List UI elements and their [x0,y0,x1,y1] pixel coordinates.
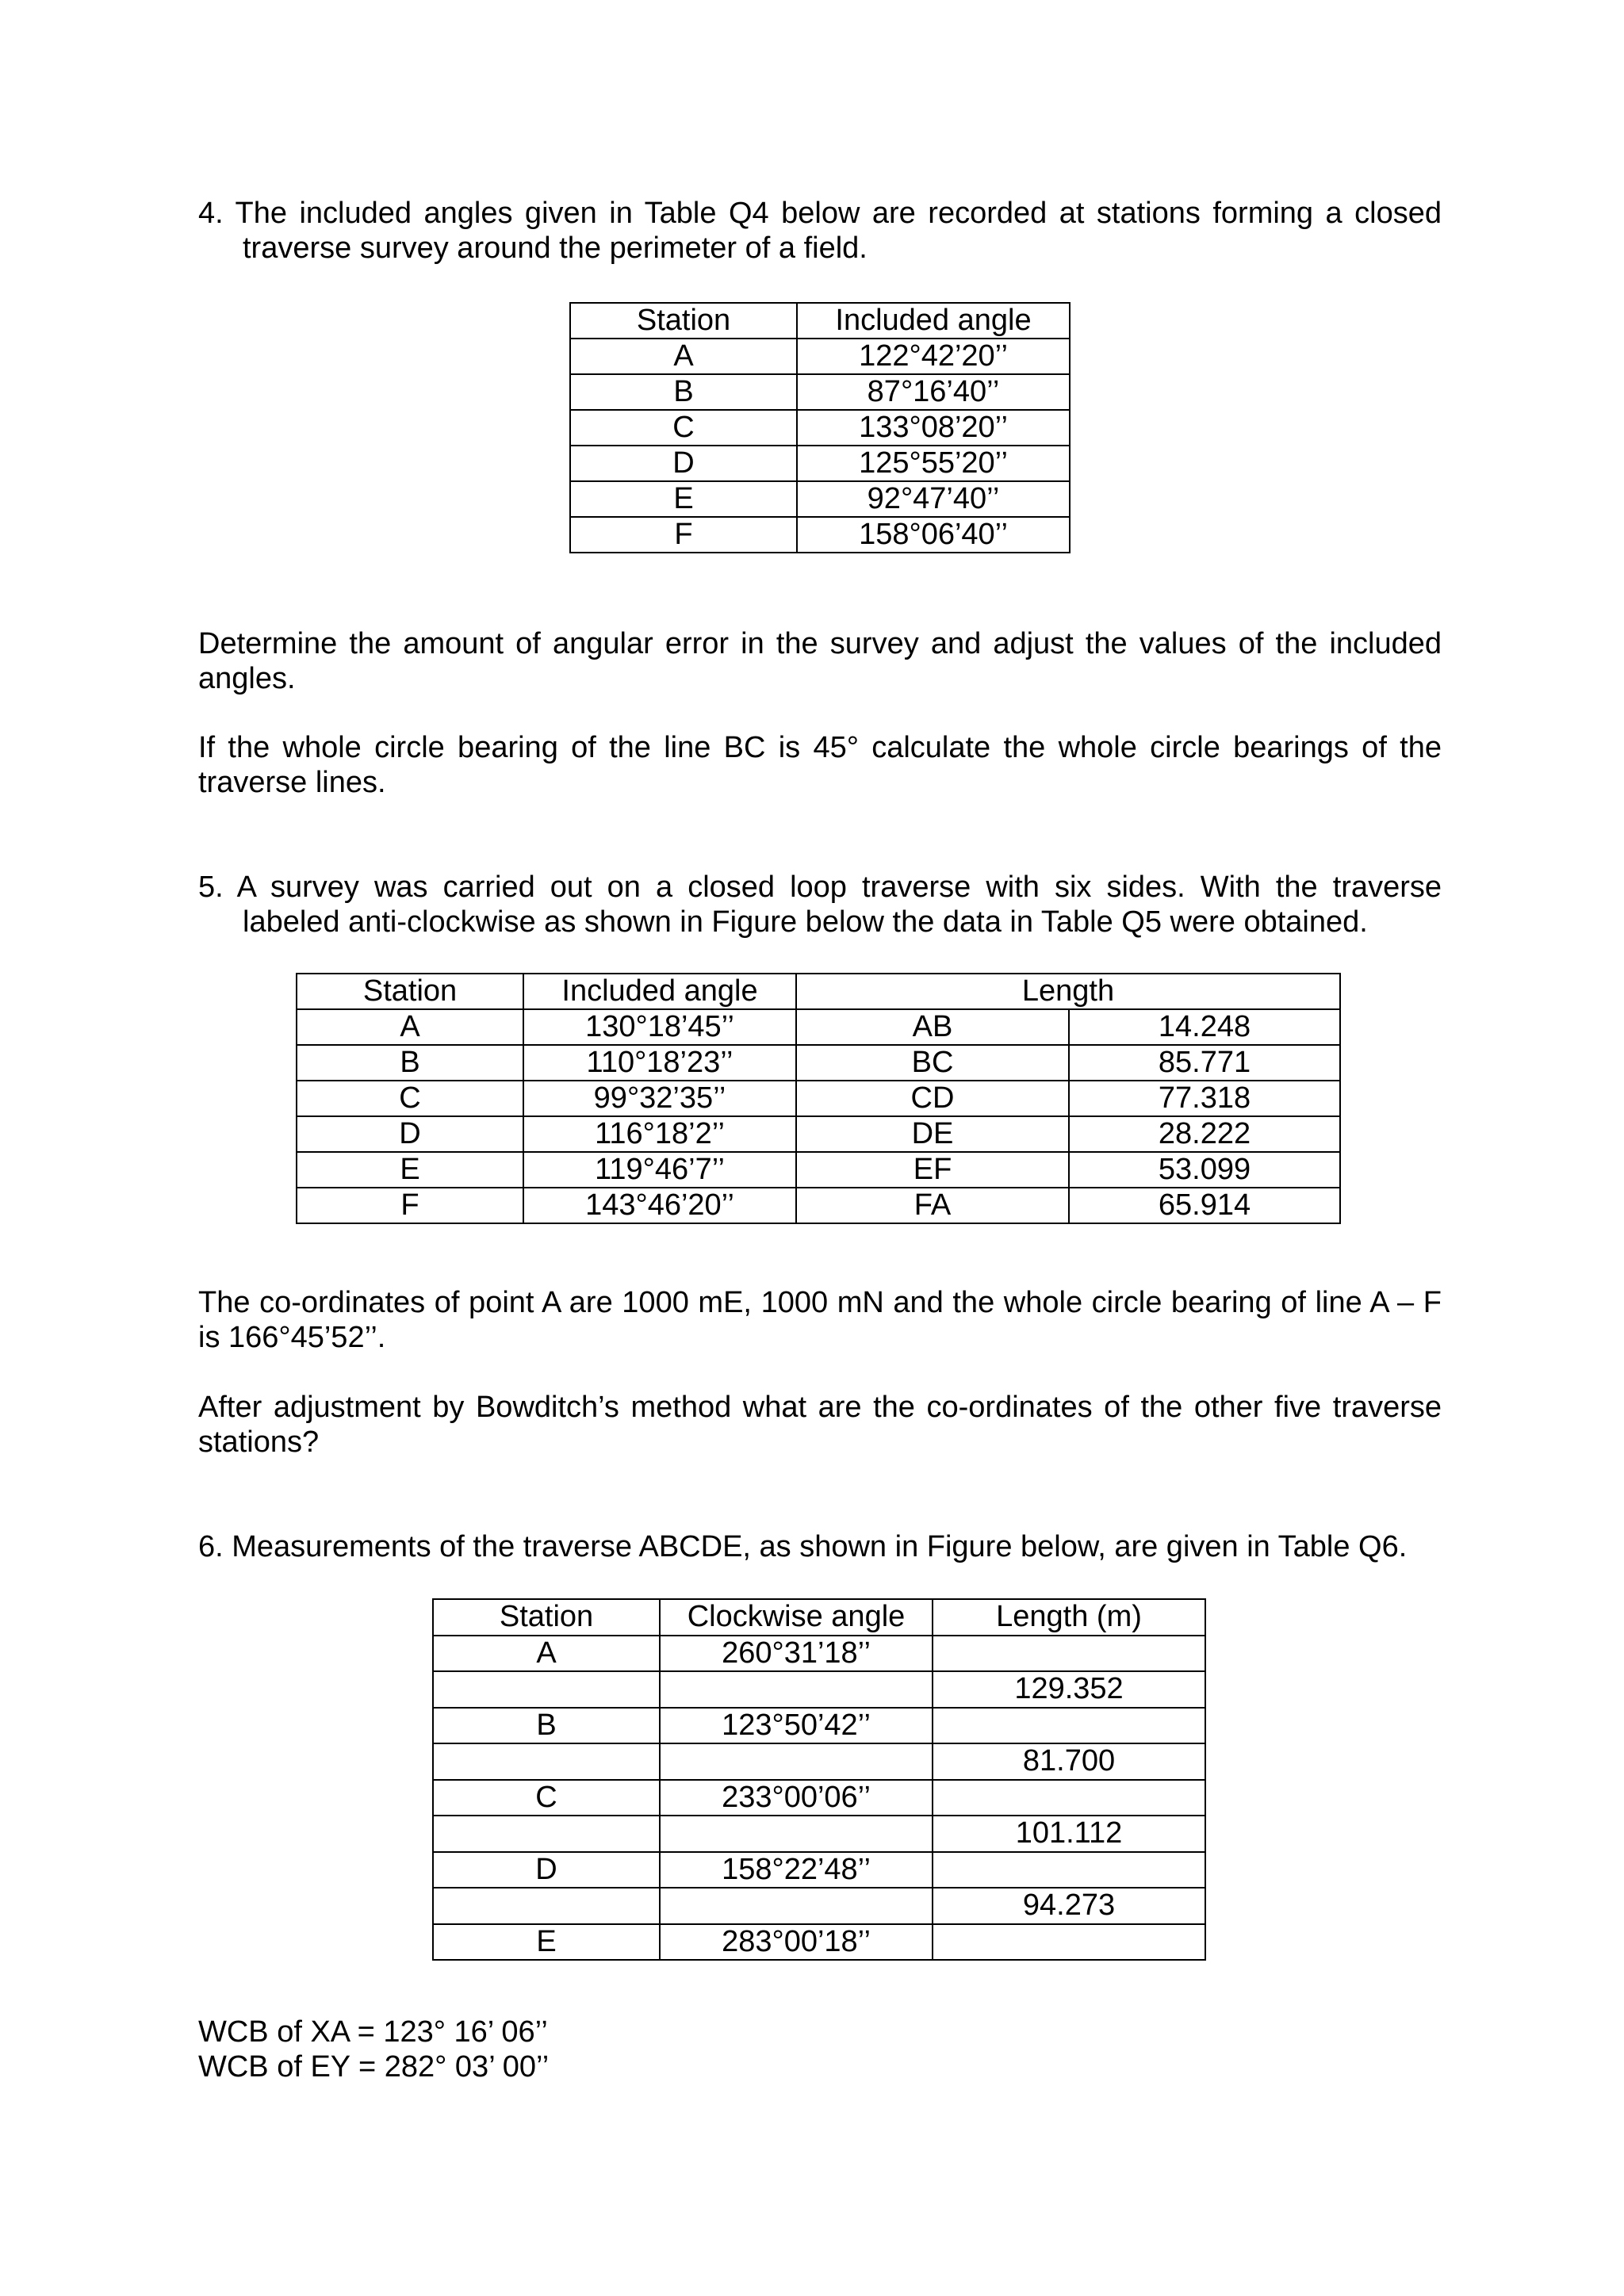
table-row [433,1708,1205,1744]
angle-cell [660,1671,933,1708]
header-station: Station [433,1599,660,1636]
angle-cell: 133°08’20’’ [797,410,1070,446]
q6-bearings [198,2015,1442,2084]
q5-paragraph-bowditch: After adjustment by Bowditch’s method what are the co-ordinates of the other five traverse stations? [198,1391,1442,1459]
station-cell: F [570,517,797,553]
angle-cell [660,1888,933,1924]
angle-cell [660,1816,933,1852]
angle-cell: 260°31’18’’ [660,1636,933,1672]
length-cell: 94.273 [933,1888,1205,1924]
q4-line2: traverse survey around the perimeter of a field. [243,232,868,265]
line-cell: FA [796,1188,1069,1223]
angle-cell: 123°50’42’’ [660,1708,933,1744]
table-q6 [432,1598,1206,1961]
table-row [570,410,1070,446]
table-row [570,517,1070,553]
table-row [433,1780,1205,1816]
angle-cell: 143°46’20’’ [523,1188,796,1223]
station-cell: D [433,1852,660,1888]
station-cell [433,1888,660,1924]
station-cell: B [570,374,797,410]
length-cell [933,1852,1205,1888]
station-cell [433,1816,660,1852]
length-cell: 65.914 [1069,1188,1340,1223]
angle-cell: 87°16’40’’ [797,374,1070,410]
station-cell: E [570,481,797,517]
length-cell: 101.112 [933,1816,1205,1852]
table-row [433,1816,1205,1852]
table-row [297,1045,1340,1081]
table-row [297,1188,1340,1223]
angle-cell: 125°55’20’’ [797,446,1070,481]
q4-line1: 4. The included angles given in Table Q4 below are recorded at stations forming a closed [198,197,1442,230]
length-cell: 28.222 [1069,1116,1340,1152]
line-cell: DE [796,1116,1069,1152]
table-row [433,1743,1205,1780]
station-cell: C [570,410,797,446]
table-row [570,339,1070,374]
length-cell: 14.248 [1069,1009,1340,1045]
station-cell: B [433,1708,660,1744]
q5-line2: labeled anti-clockwise as shown in Figure below the data in Table Q5 were obtained. [243,905,1368,939]
length-cell: 85.771 [1069,1045,1340,1081]
station-cell: A [297,1009,523,1045]
angle-cell: 130°18’45’’ [523,1009,796,1045]
length-cell [933,1780,1205,1816]
station-cell: B [297,1045,523,1081]
q5-line1: 5. A survey was carried out on a closed loop traverse with six sides. With the traverse [198,871,1442,904]
header-station: Station [297,974,523,1009]
station-cell: D [570,446,797,481]
q6-intro: 6. Measurements of the traverse ABCDE, as shown in Figure below, are given in Table Q6. [198,1530,1408,1563]
angle-cell: 119°46’7’’ [523,1152,796,1188]
q4-paragraph-bearing: If the whole circle bearing of the line BC is 45° calculate the whole circle bearings of the traverse lines. [198,731,1442,799]
line-cell: CD [796,1081,1069,1116]
length-cell [933,1708,1205,1744]
q4-intro [198,196,1442,266]
table-row [297,1152,1340,1188]
station-cell: E [297,1152,523,1188]
angle-cell: 158°06’40’’ [797,517,1070,553]
station-cell: A [433,1636,660,1672]
angle-cell: 122°42’20’’ [797,339,1070,374]
station-cell: E [433,1924,660,1961]
length-cell [933,1636,1205,1672]
wcb-xa: WCB of XA = 123° 16’ 06’’ [198,2015,548,2049]
angle-cell: 158°22’48’’ [660,1852,933,1888]
table-row [297,1116,1340,1152]
station-cell [433,1671,660,1708]
table-header-row [297,974,1340,1009]
station-cell: D [297,1116,523,1152]
length-cell: 129.352 [933,1671,1205,1708]
table-row [433,1852,1205,1888]
station-cell: F [297,1188,523,1223]
line-cell: AB [796,1009,1069,1045]
length-cell [933,1924,1205,1961]
table-q4 [569,302,1071,553]
table-header-row [570,303,1070,339]
wcb-ey: WCB of EY = 282° 03’ 00’’ [198,2050,550,2084]
angle-cell: 99°32’35’’ [523,1081,796,1116]
length-cell: 77.318 [1069,1081,1340,1116]
header-clockwise-angle: Clockwise angle [660,1599,933,1636]
station-cell: A [570,339,797,374]
angle-cell: 92°47’40’’ [797,481,1070,517]
station-cell: C [433,1780,660,1816]
table-row [433,1636,1205,1672]
table-row [297,1081,1340,1116]
station-cell [433,1743,660,1780]
table-q5 [296,973,1341,1224]
table-row [297,1009,1340,1045]
header-included-angle: Included angle [797,303,1070,339]
q5-intro [198,870,1442,939]
table-row [433,1671,1205,1708]
angle-cell [660,1743,933,1780]
table-row [570,481,1070,517]
angle-cell: 110°18’23’’ [523,1045,796,1081]
q5-paragraph-coordinates: The co-ordinates of point A are 1000 mE, 1000 mN and the whole circle bearing of line A – F is 166°45’52’’. [198,1286,1442,1354]
angle-cell: 116°18’2’’ [523,1116,796,1152]
q4-paragraph-error: Determine the amount of angular error in the survey and adjust the values of the included angles. [198,627,1442,695]
table-header-row [433,1599,1205,1636]
line-cell: BC [796,1045,1069,1081]
table-row [570,374,1070,410]
line-cell: EF [796,1152,1069,1188]
table-row [570,446,1070,481]
length-cell: 53.099 [1069,1152,1340,1188]
header-station: Station [570,303,797,339]
header-length: Length [796,974,1340,1009]
angle-cell: 283°00’18’’ [660,1924,933,1961]
header-length: Length (m) [933,1599,1205,1636]
table-row [433,1888,1205,1924]
length-cell: 81.700 [933,1743,1205,1780]
angle-cell: 233°00’06’’ [660,1780,933,1816]
table-row [433,1924,1205,1961]
header-included-angle: Included angle [523,974,796,1009]
station-cell: C [297,1081,523,1116]
